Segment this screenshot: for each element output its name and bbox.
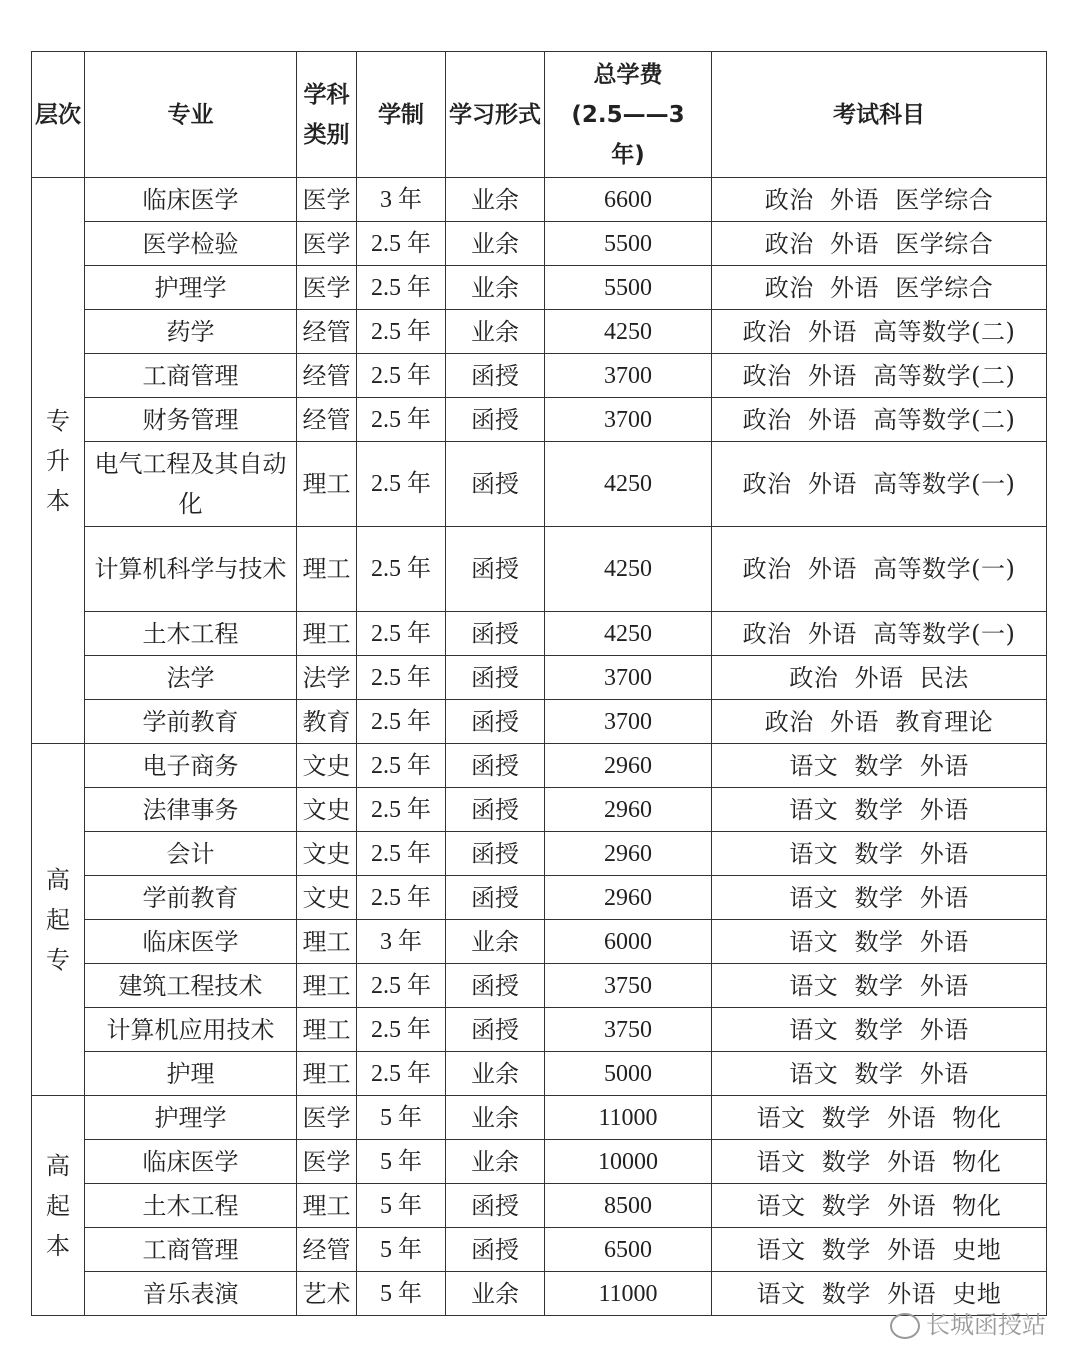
exam-cell: 语文 数学 外语 — [712, 1008, 1047, 1052]
exam-cell: 语文 数学 外语 — [712, 788, 1047, 832]
level-cell-gqz — [32, 744, 85, 1096]
duration-cell: 2.5 年 — [357, 656, 446, 700]
exam-cell: 政治 外语 高等数学(二) — [712, 398, 1047, 442]
form-cell: 函授 — [446, 788, 545, 832]
fee-cell: 3750 — [545, 1008, 712, 1052]
table-row — [32, 876, 1047, 920]
exam-cell: 政治 外语 高等数学(二) — [712, 310, 1047, 354]
category-cell: 医学 — [297, 222, 357, 266]
category-cell: 经管 — [297, 310, 357, 354]
form-cell: 业余 — [446, 1140, 545, 1184]
category-cell: 理工 — [297, 1008, 357, 1052]
exam-cell: 政治 外语 医学综合 — [712, 178, 1047, 222]
category-cell: 经管 — [297, 354, 357, 398]
table-row — [32, 612, 1047, 656]
table-row — [32, 964, 1047, 1008]
duration-cell: 3 年 — [357, 178, 446, 222]
form-cell: 业余 — [446, 266, 545, 310]
table-row — [32, 527, 1047, 612]
header-fee — [545, 52, 712, 178]
fee-cell: 5000 — [545, 1052, 712, 1096]
fee-cell: 8500 — [545, 1184, 712, 1228]
duration-cell: 2.5 年 — [357, 442, 446, 527]
table-row — [32, 920, 1047, 964]
table-row — [32, 832, 1047, 876]
header-level: 层次 — [32, 52, 85, 178]
category-cell: 理工 — [297, 612, 357, 656]
header-exam: 考试科目 — [712, 52, 1047, 178]
category-cell: 艺术 — [297, 1272, 357, 1316]
exam-cell: 政治 外语 民法 — [712, 656, 1047, 700]
major-cell: 护理学 — [85, 1096, 297, 1140]
fee-cell: 3750 — [545, 964, 712, 1008]
fee-cell: 2960 — [545, 876, 712, 920]
fee-cell: 2960 — [545, 832, 712, 876]
header-duration: 学制 — [357, 52, 446, 178]
exam-cell: 语文 数学 外语 — [712, 832, 1047, 876]
duration-cell: 5 年 — [357, 1272, 446, 1316]
major-cell: 音乐表演 — [85, 1272, 297, 1316]
table-row — [32, 354, 1047, 398]
fee-cell: 3700 — [545, 700, 712, 744]
category-cell: 理工 — [297, 920, 357, 964]
fee-cell: 4250 — [545, 527, 712, 612]
form-cell: 业余 — [446, 920, 545, 964]
exam-cell: 政治 外语 高等数学(一) — [712, 612, 1047, 656]
category-cell: 经管 — [297, 1228, 357, 1272]
level-char: 高 — [46, 1151, 70, 1180]
form-cell: 业余 — [446, 310, 545, 354]
table-row — [32, 656, 1047, 700]
duration-cell: 2.5 年 — [357, 964, 446, 1008]
wechat-icon — [890, 1313, 920, 1339]
form-cell: 函授 — [446, 1008, 545, 1052]
major-cell: 法学 — [85, 656, 297, 700]
major-cell: 土木工程 — [85, 1184, 297, 1228]
exam-cell: 政治 外语 教育理论 — [712, 700, 1047, 744]
form-cell: 函授 — [446, 442, 545, 527]
major-cell: 计算机科学与技术 — [85, 527, 297, 612]
level-char: 升 — [46, 446, 70, 475]
fee-cell: 2960 — [545, 788, 712, 832]
fee-cell: 6600 — [545, 178, 712, 222]
major-cell: 土木工程 — [85, 612, 297, 656]
header-fee-line2: (2.5——3 — [571, 101, 685, 128]
table-row — [32, 222, 1047, 266]
duration-cell: 2.5 年 — [357, 788, 446, 832]
major-cell: 学前教育 — [85, 876, 297, 920]
category-cell: 文史 — [297, 788, 357, 832]
form-cell: 业余 — [446, 1052, 545, 1096]
category-cell: 理工 — [297, 964, 357, 1008]
watermark-text: 长城函授站 — [926, 1311, 1046, 1339]
header-fee-line3: 年) — [611, 141, 645, 168]
category-cell: 文史 — [297, 876, 357, 920]
exam-cell: 语文 数学 外语 物化 — [712, 1096, 1047, 1140]
major-cell: 工商管理 — [85, 354, 297, 398]
level-cell-gqb — [32, 1096, 85, 1316]
fee-cell: 11000 — [545, 1096, 712, 1140]
form-cell: 函授 — [446, 744, 545, 788]
category-cell: 法学 — [297, 656, 357, 700]
level-char: 本 — [46, 486, 70, 515]
table-row — [32, 310, 1047, 354]
fee-cell: 6500 — [545, 1228, 712, 1272]
major-cell: 财务管理 — [85, 398, 297, 442]
major-cell: 护理学 — [85, 266, 297, 310]
category-cell: 理工 — [297, 1184, 357, 1228]
table-row — [32, 398, 1047, 442]
table-row — [32, 700, 1047, 744]
fee-cell: 4250 — [545, 612, 712, 656]
fee-cell: 3700 — [545, 656, 712, 700]
category-cell: 理工 — [297, 1052, 357, 1096]
table-row — [32, 1052, 1047, 1096]
duration-cell: 2.5 年 — [357, 310, 446, 354]
fee-cell: 2960 — [545, 744, 712, 788]
header-row — [32, 52, 1047, 178]
major-cell: 学前教育 — [85, 700, 297, 744]
duration-cell: 3 年 — [357, 920, 446, 964]
form-cell: 函授 — [446, 354, 545, 398]
form-cell: 业余 — [446, 1096, 545, 1140]
watermark — [890, 1305, 1046, 1340]
category-cell: 医学 — [297, 178, 357, 222]
exam-cell: 政治 外语 高等数学(一) — [712, 442, 1047, 527]
form-cell: 函授 — [446, 527, 545, 612]
table-row — [32, 1008, 1047, 1052]
major-cell: 药学 — [85, 310, 297, 354]
level-char: 专 — [46, 945, 70, 974]
duration-cell: 2.5 年 — [357, 700, 446, 744]
major-cell: 计算机应用技术 — [85, 1008, 297, 1052]
level-char: 高 — [46, 865, 70, 894]
form-cell: 业余 — [446, 178, 545, 222]
form-cell: 业余 — [446, 1272, 545, 1316]
category-cell: 医学 — [297, 1140, 357, 1184]
table-row — [32, 788, 1047, 832]
exam-cell: 政治 外语 高等数学(一) — [712, 527, 1047, 612]
duration-cell: 2.5 年 — [357, 222, 446, 266]
exam-cell: 语文 数学 外语 物化 — [712, 1140, 1047, 1184]
fee-cell: 5500 — [545, 222, 712, 266]
category-cell: 理工 — [297, 527, 357, 612]
header-category: 学科类别 — [297, 52, 357, 178]
duration-cell: 2.5 年 — [357, 266, 446, 310]
duration-cell: 2.5 年 — [357, 832, 446, 876]
level-char: 起 — [46, 1191, 70, 1220]
exam-cell: 政治 外语 高等数学(二) — [712, 354, 1047, 398]
category-cell: 医学 — [297, 266, 357, 310]
fee-cell: 5500 — [545, 266, 712, 310]
exam-cell: 语文 数学 外语 — [712, 876, 1047, 920]
category-cell: 理工 — [297, 442, 357, 527]
duration-cell: 2.5 年 — [357, 354, 446, 398]
table-row — [32, 744, 1047, 788]
major-cell: 电子商务 — [85, 744, 297, 788]
table-row — [32, 1140, 1047, 1184]
major-cell: 工商管理 — [85, 1228, 297, 1272]
fee-cell: 6000 — [545, 920, 712, 964]
form-cell: 函授 — [446, 612, 545, 656]
exam-cell: 政治 外语 医学综合 — [712, 266, 1047, 310]
duration-cell: 2.5 年 — [357, 1052, 446, 1096]
major-cell: 法律事务 — [85, 788, 297, 832]
form-cell: 函授 — [446, 876, 545, 920]
form-cell: 函授 — [446, 964, 545, 1008]
duration-cell: 2.5 年 — [357, 744, 446, 788]
major-cell: 会计 — [85, 832, 297, 876]
table-row — [32, 1228, 1047, 1272]
exam-cell: 语文 数学 外语 物化 — [712, 1184, 1047, 1228]
form-cell: 函授 — [446, 1228, 545, 1272]
fee-cell: 10000 — [545, 1140, 712, 1184]
table-row — [32, 1184, 1047, 1228]
table-row — [32, 266, 1047, 310]
major-cell: 医学检验 — [85, 222, 297, 266]
form-cell: 函授 — [446, 832, 545, 876]
category-cell: 经管 — [297, 398, 357, 442]
fee-cell: 3700 — [545, 354, 712, 398]
category-cell: 教育 — [297, 700, 357, 744]
header-major: 专业 — [85, 52, 297, 178]
level-char: 本 — [46, 1231, 70, 1260]
exam-cell: 语文 数学 外语 史地 — [712, 1228, 1047, 1272]
fee-cell: 11000 — [545, 1272, 712, 1316]
duration-cell: 2.5 年 — [357, 398, 446, 442]
duration-cell: 2.5 年 — [357, 876, 446, 920]
duration-cell: 2.5 年 — [357, 612, 446, 656]
duration-cell: 5 年 — [357, 1228, 446, 1272]
duration-cell: 2.5 年 — [357, 527, 446, 612]
form-cell: 函授 — [446, 398, 545, 442]
header-form: 学习形式 — [446, 52, 545, 178]
duration-cell: 2.5 年 — [357, 1008, 446, 1052]
major-cell: 临床医学 — [85, 178, 297, 222]
major-cell: 临床医学 — [85, 1140, 297, 1184]
level-char: 专 — [46, 406, 70, 435]
table-row — [32, 442, 1047, 527]
header-fee-line1: 总学费 — [593, 61, 663, 88]
exam-cell: 语文 数学 外语 — [712, 744, 1047, 788]
category-cell: 医学 — [297, 1096, 357, 1140]
table-row — [32, 178, 1047, 222]
form-cell: 函授 — [446, 1184, 545, 1228]
major-cell: 护理 — [85, 1052, 297, 1096]
table-row — [32, 1096, 1047, 1140]
fee-cell: 4250 — [545, 310, 712, 354]
duration-cell: 5 年 — [357, 1140, 446, 1184]
enrollment-table — [31, 51, 1047, 1316]
exam-cell: 语文 数学 外语 — [712, 964, 1047, 1008]
major-cell: 建筑工程技术 — [85, 964, 297, 1008]
exam-cell: 语文 数学 外语 史地 — [712, 1272, 1047, 1316]
form-cell: 业余 — [446, 222, 545, 266]
category-cell: 文史 — [297, 832, 357, 876]
category-cell: 文史 — [297, 744, 357, 788]
major-cell: 临床医学 — [85, 920, 297, 964]
form-cell: 函授 — [446, 700, 545, 744]
fee-cell: 3700 — [545, 398, 712, 442]
form-cell: 函授 — [446, 656, 545, 700]
duration-cell: 5 年 — [357, 1096, 446, 1140]
exam-cell: 政治 外语 医学综合 — [712, 222, 1047, 266]
fee-cell: 4250 — [545, 442, 712, 527]
level-cell-zsb — [32, 178, 85, 744]
level-char: 起 — [46, 905, 70, 934]
exam-cell: 语文 数学 外语 — [712, 1052, 1047, 1096]
major-cell: 电气工程及其自动化 — [85, 442, 297, 527]
exam-cell: 语文 数学 外语 — [712, 920, 1047, 964]
duration-cell: 5 年 — [357, 1184, 446, 1228]
